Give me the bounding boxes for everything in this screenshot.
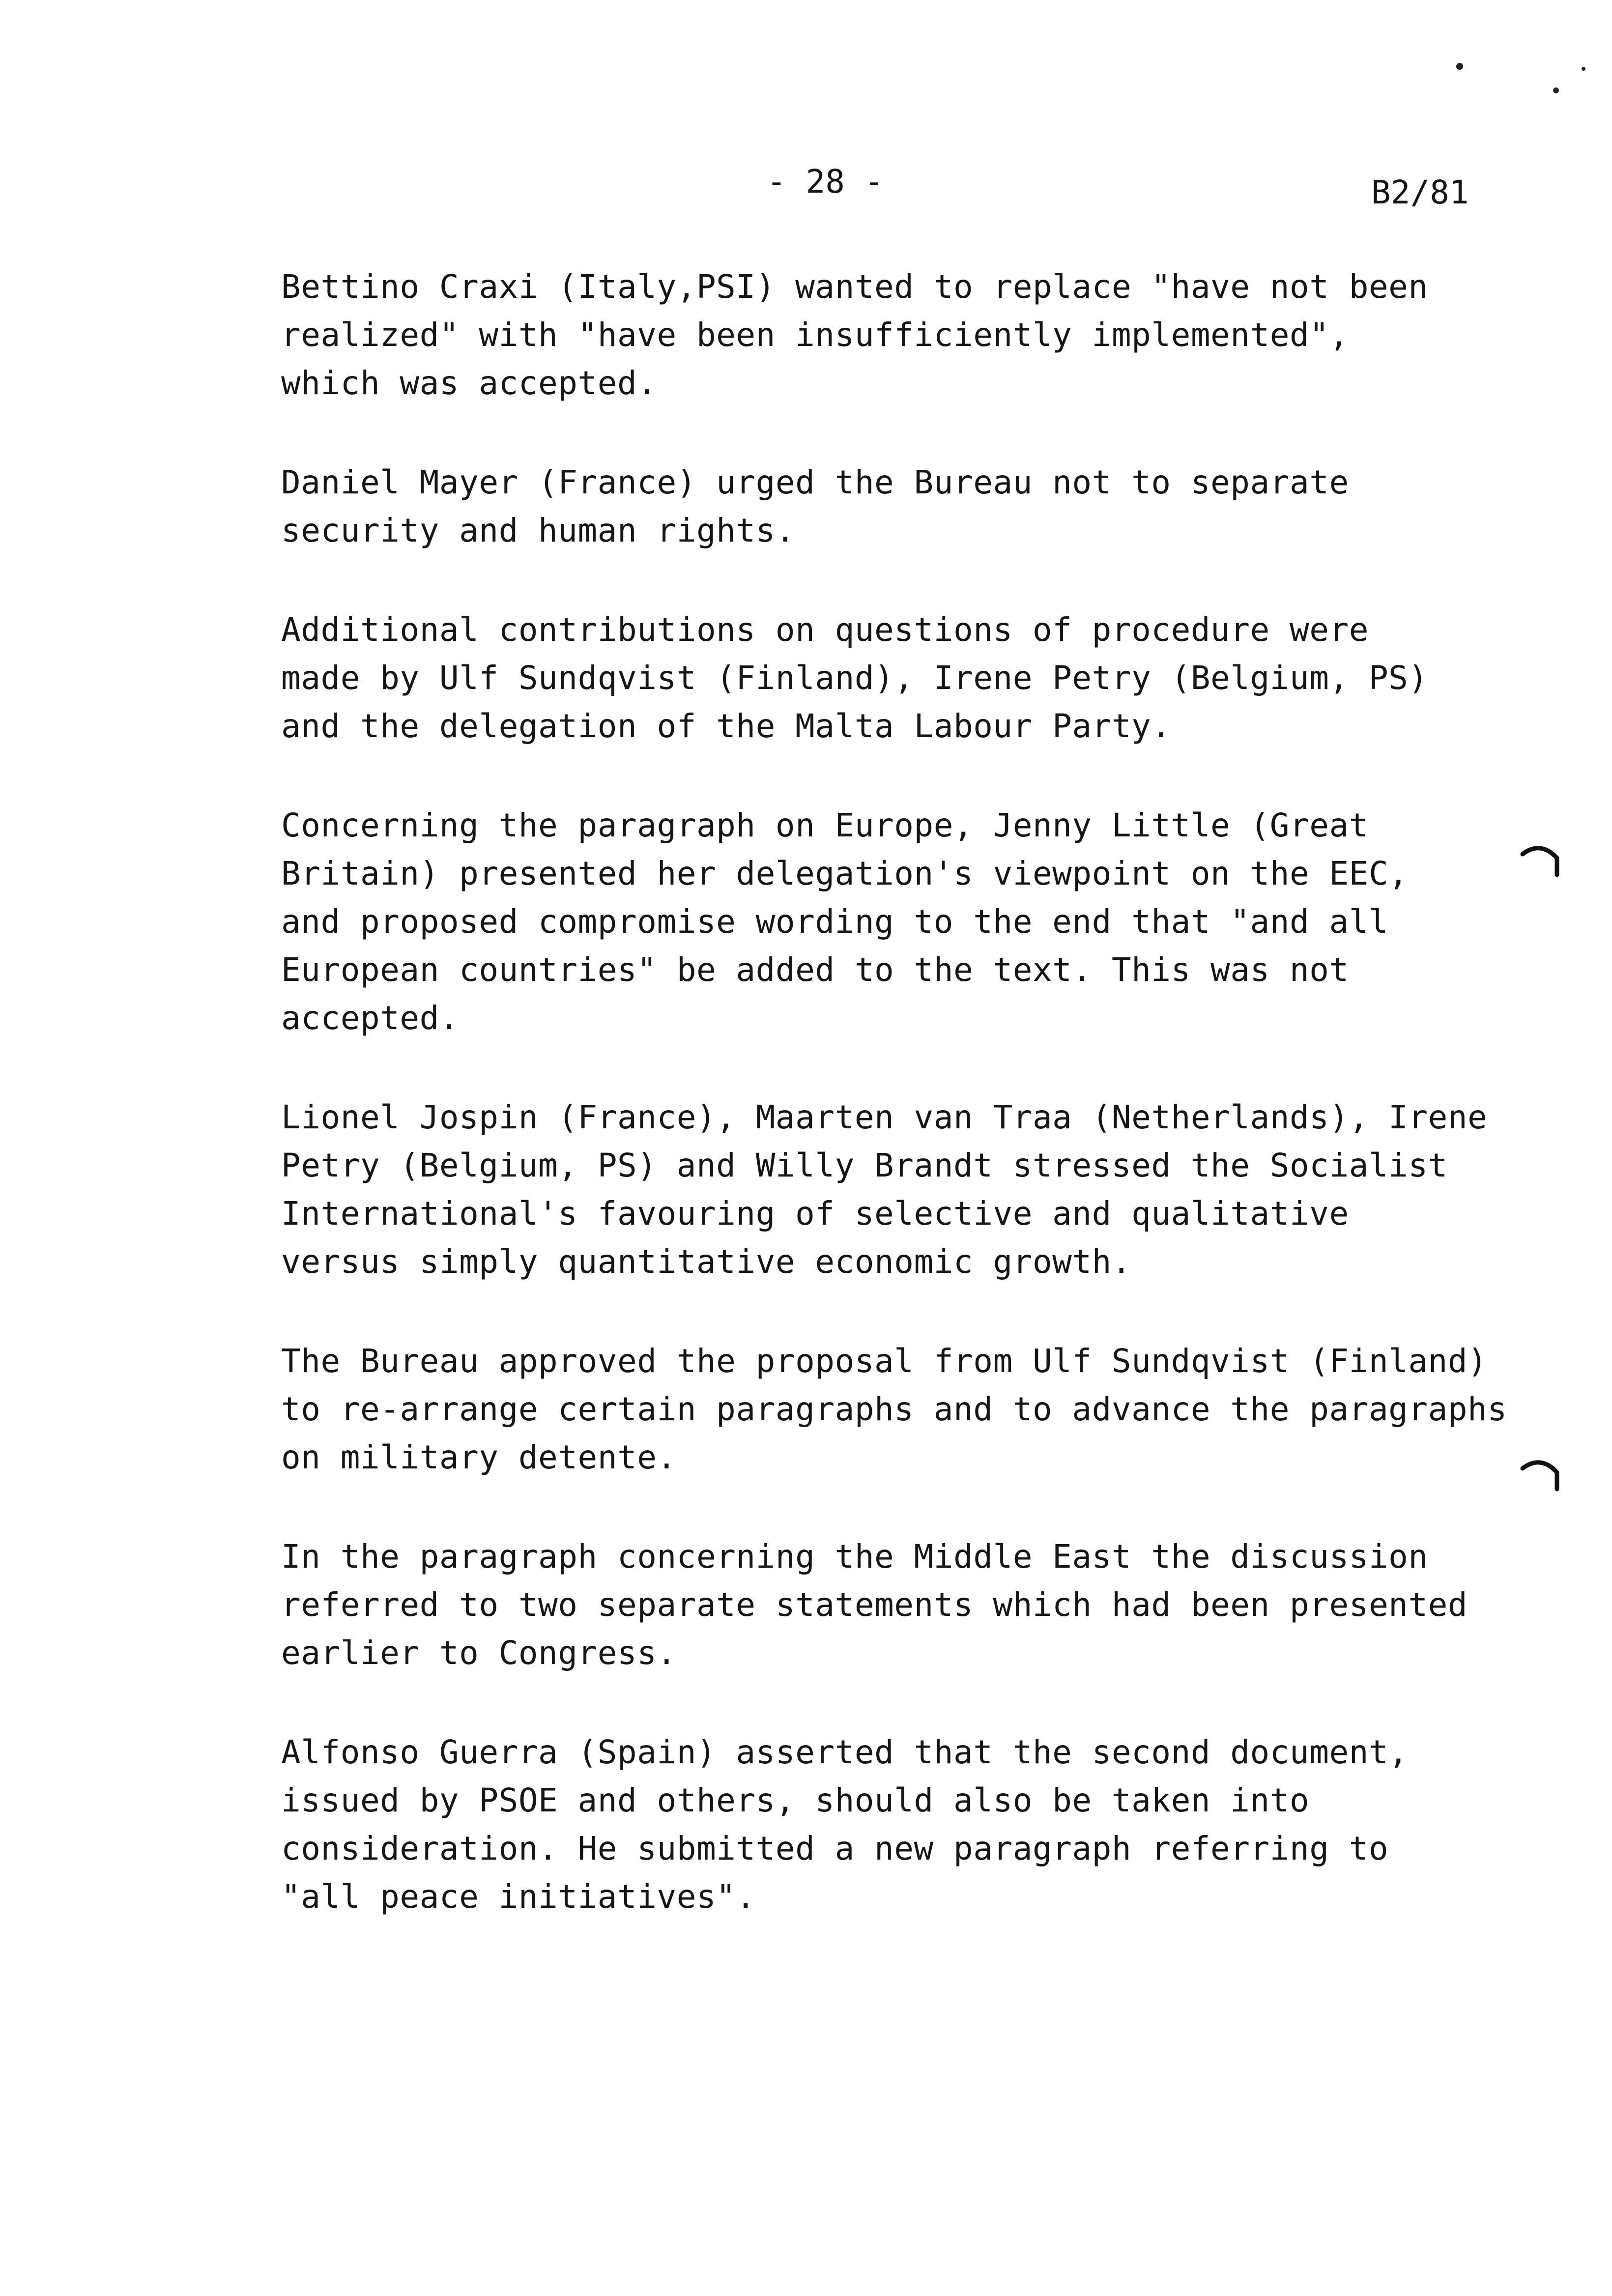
paragraph-rearrange: The Bureau approved the proposal from Ulf Sundqvist (Finland) to re-arrange certain paragraphs and to advance the paragraphs on military detente.: [281, 1342, 1507, 1476]
document-body: [281, 263, 1539, 1972]
paragraph-mayer: Daniel Mayer (France) urged the Bureau not to separate security and human rights.: [281, 463, 1349, 549]
paragraph-economic-growth: Lionel Jospin (France), Maarten van Traa (Netherlands), Irene Petry (Belgium, PS) and Willy Brandt stressed the Socialist International's favouring of selective and qualitative versus simply quantitative economic growth.: [281, 1098, 1488, 1281]
document-reference: B2/81: [1371, 173, 1469, 211]
scan-speck: [1456, 63, 1463, 70]
page-number: - 28 -: [767, 163, 884, 201]
scan-speck: [1553, 87, 1559, 93]
paragraph-middle-east: In the paragraph concerning the Middle East the discussion referred to two separate statements which had been presented earlier to Congress.: [281, 1538, 1468, 1672]
paragraph-guerra: Alfonso Guerra (Spain) asserted that the second document, issued by PSOE and others, should also be taken into consideration. He submitted a new paragraph referring to "all peace initiatives".: [281, 1733, 1409, 1916]
scan-speck: [1582, 67, 1585, 71]
paragraph-procedure: Additional contributions on questions of procedure were made by Ulf Sundqvist (Finland), Irene Petry (Belgium, PS) and the delegation of the Malta Labour Party.: [281, 611, 1428, 745]
paragraph-europe: Concerning the paragraph on Europe, Jenny Little (Great Britain) presented her delegation's viewpoint on the EEC, and proposed compromise wording to the end that "and all European countries" be added to the text. This was not accepted.: [281, 806, 1409, 1037]
punch-hole-mark: [1519, 1455, 1563, 1499]
punch-hole-mark: [1519, 840, 1563, 885]
paragraph-craxi: Bettino Craxi (Italy,PSI) wanted to replace "have not been realized" with "have been insufficiently implemented", which was accepted.: [281, 268, 1428, 402]
